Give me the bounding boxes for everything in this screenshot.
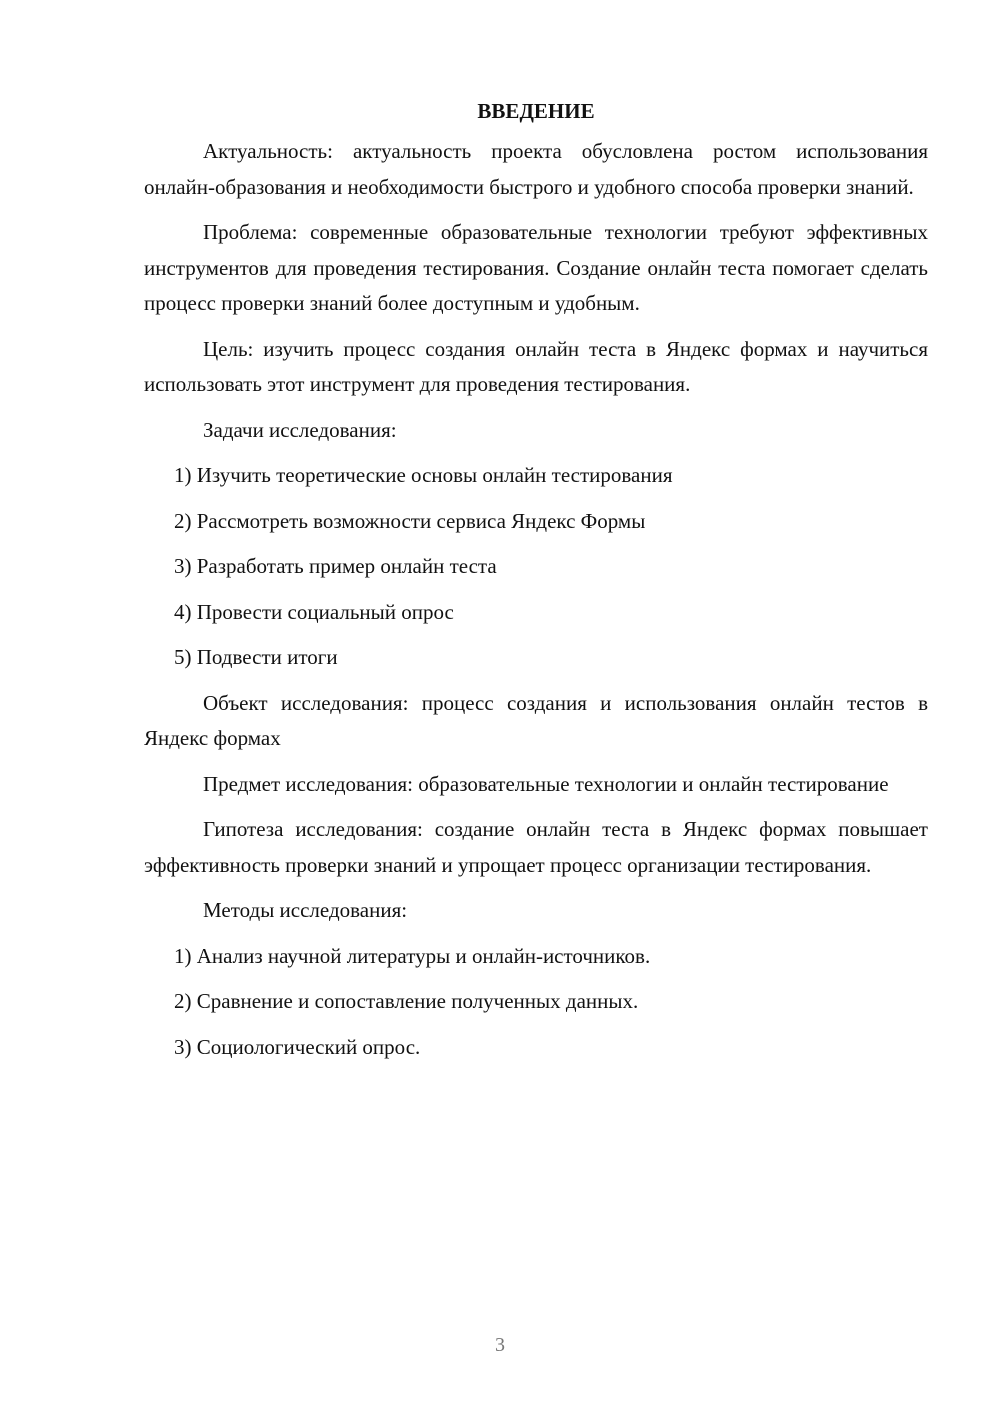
task-item: 1) Изучить теоретические основы онлайн тестирования (174, 463, 673, 487)
spacer (144, 403, 928, 413)
spacer (144, 448, 928, 458)
spacer (144, 322, 928, 332)
goal-paragraph: Цель: изучить процесс создания онлайн теста в Яндекс формах и научиться использовать этот инструмент для проведения тестирования. (144, 336, 928, 396)
document-title: ВВЕДЕНИЕ (477, 99, 595, 123)
spacer (144, 630, 928, 640)
relevance-paragraph: Актуальность: актуальность проекта обусловлена ростом использования онлайн-образования и необходимости быстрого и удобного способа проверки знаний. (144, 139, 928, 199)
spacer (144, 929, 928, 939)
spacer (144, 883, 928, 893)
method-item: 2) Сравнение и сопоставление полученных данных. (174, 989, 639, 1013)
task-item: 4) Провести социальный опрос (174, 599, 454, 624)
spacer (144, 539, 928, 549)
spacer (144, 974, 928, 984)
methods-heading: Методы исследования: (203, 898, 408, 922)
spacer (144, 205, 928, 215)
task-item: 2) Рассмотреть возможности сервиса Яндекс Формы (174, 508, 646, 533)
spacer (144, 676, 928, 686)
spacer (144, 802, 928, 812)
page-number: 3 (495, 1334, 505, 1356)
object-paragraph: Объект исследования: процесс создания и использования онлайн тестов в Яндекс формах (144, 690, 928, 750)
problem-paragraph: Проблема: современные образовательные технологии требуют эффективных инструментов для проведения тестирования. Создание онлайн теста помогает сделать процесс проверки знаний более доступным и удобным. (144, 220, 928, 315)
spacer (144, 757, 928, 767)
document-page (144, 94, 928, 1065)
spacer (144, 494, 928, 504)
spacer (144, 585, 928, 595)
subject-paragraph: Предмет исследования: образовательные технологии и онлайн тестирование (203, 771, 889, 796)
method-item: 1) Анализ научной литературы и онлайн-источников. (174, 943, 651, 968)
tasks-heading: Задачи исследования: (203, 417, 397, 442)
task-item: 5) Подвести итоги (174, 645, 338, 669)
hypothesis-paragraph: Гипотеза исследования: создание онлайн теста в Яндекс формах повышает эффективность проверки знаний и упрощает процесс организации тестирования. (144, 817, 928, 877)
spacer (144, 1020, 928, 1030)
method-item: 3) Социологический опрос. (174, 1034, 421, 1059)
task-item: 3) Разработать пример онлайн теста (174, 554, 497, 578)
